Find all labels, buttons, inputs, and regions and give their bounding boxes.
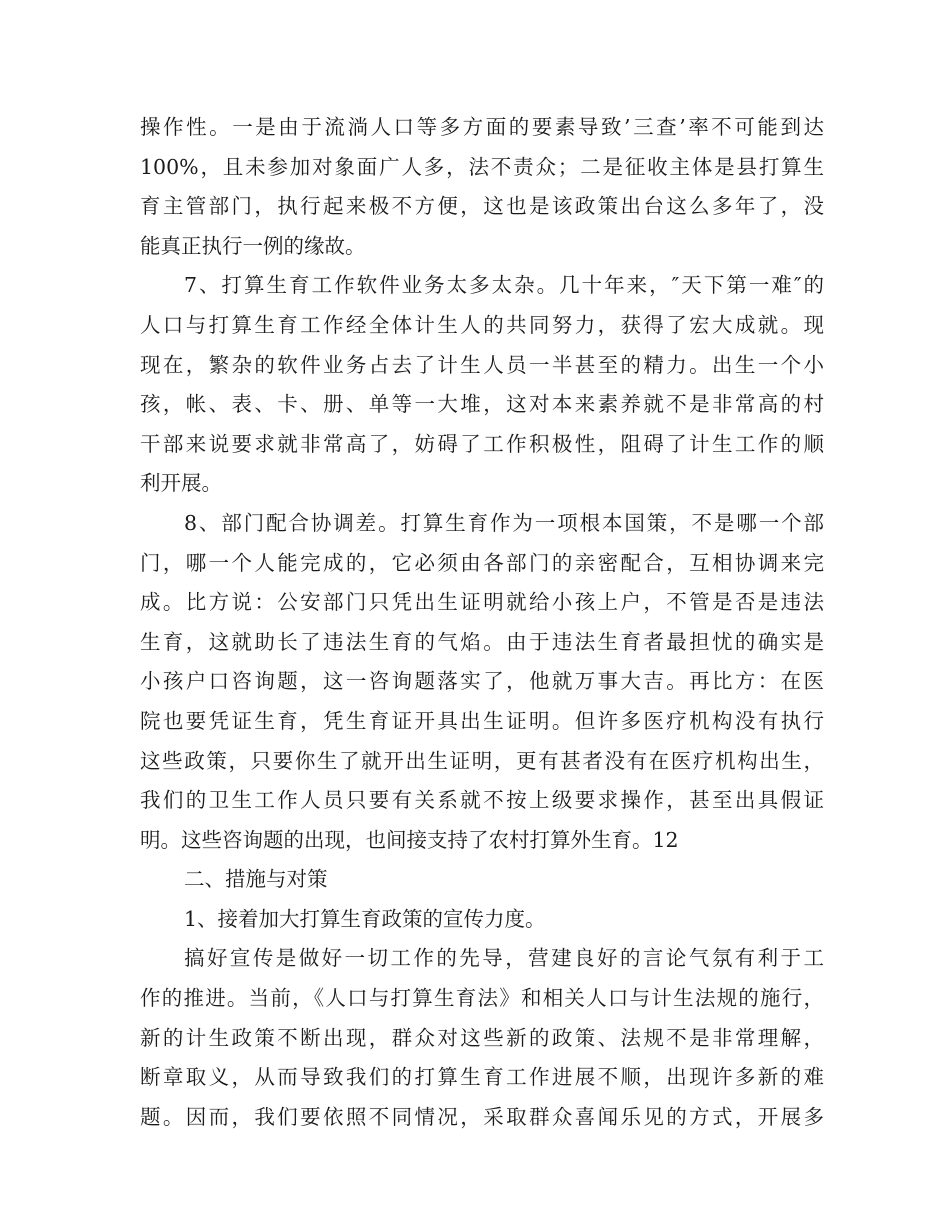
body-text <box>140 108 824 1137</box>
text-line: 生育，这就助长了违法生育的气焰。由于违法生育者最担忧的确实是 <box>140 629 824 654</box>
text-line: 孩，帐、表、卡、册、单等一大堆，这对本来素养就不是非常高的村 <box>140 392 824 417</box>
text-line: 7、打算生育工作软件业务太多太杂。几十年来，″天下第一难″的 <box>184 273 824 298</box>
text-line: 100%，且未参加对象面广人多，法不责众；二是征收主体是县打算生 <box>140 154 824 179</box>
text-line: 1、接着加大打算生育政策的宣传力度。 <box>184 906 546 931</box>
text-line: 二、措施与对策 <box>184 867 328 892</box>
text-line: 门，哪一个人能完成的，它必须由各部门的亲密配合，互相协调来完 <box>140 550 824 575</box>
text-line: 成。比方说：公安部门只凭出生证明就给小孩上户，不管是否是违法 <box>140 590 824 615</box>
text-line: 8、部门配合协调差。打算生育作为一项根本国策，不是哪一个部 <box>184 510 824 535</box>
text-line: 小孩户口咨询题，这一咨询题落实了，他就万事大吉。再比方：在医 <box>140 669 824 694</box>
text-line: 这些政策，只要你生了就开出生证明，更有甚者没有在医疗机构出生， <box>140 748 824 773</box>
text-line: 利开展。 <box>140 471 222 496</box>
text-line: 现在，繁杂的软件业务占去了计生人员一半甚至的精力。出生一个小 <box>140 352 824 377</box>
text-line: 断章取义，从而导致我们的打算生育工作进展不顺，出现许多新的难 <box>140 1065 824 1090</box>
text-line: 作的推进。当前，《人口与打算生育法》和相关人口与计生法规的施行， <box>140 986 824 1011</box>
text-line: 能真正执行一例的缘故。 <box>140 233 366 258</box>
text-line: 人口与打算生育工作经全体计生人的共同努力，获得了宏大成就。现 <box>140 312 824 337</box>
text-line: 新的计生政策不断出现，群众对这些新的政策、法规不是非常理解， <box>140 1025 824 1050</box>
text-line: 干部来说要求就非常高了，妨碍了工作积极性，阻碍了计生工作的顺 <box>140 431 824 456</box>
text-line: 搞好宣传是做好一切工作的先导，营建良好的言论气氛有利于工 <box>184 946 824 971</box>
text-line: 我们的卫生工作人员只要有关系就不按上级要求操作，甚至出具假证 <box>140 788 824 813</box>
text-line: 题。因而，我们要依照不同情况，采取群众喜闻乐见的方式，开展多 <box>140 1104 824 1129</box>
text-line: 明。这些咨询题的出现，也间接支持了农村打算外生育。12 <box>140 827 679 852</box>
text-line: 操作性。一是由于流淌人口等多方面的要素导致’三查’率不可能到达 <box>140 115 824 139</box>
text-line: 育主管部门，执行起来极不方便，这也是该政策出台这么多年了，没 <box>140 194 824 219</box>
text-line: 院也要凭证生育，凭生育证开具出生证明。但许多医疗机构没有执行 <box>140 708 824 733</box>
